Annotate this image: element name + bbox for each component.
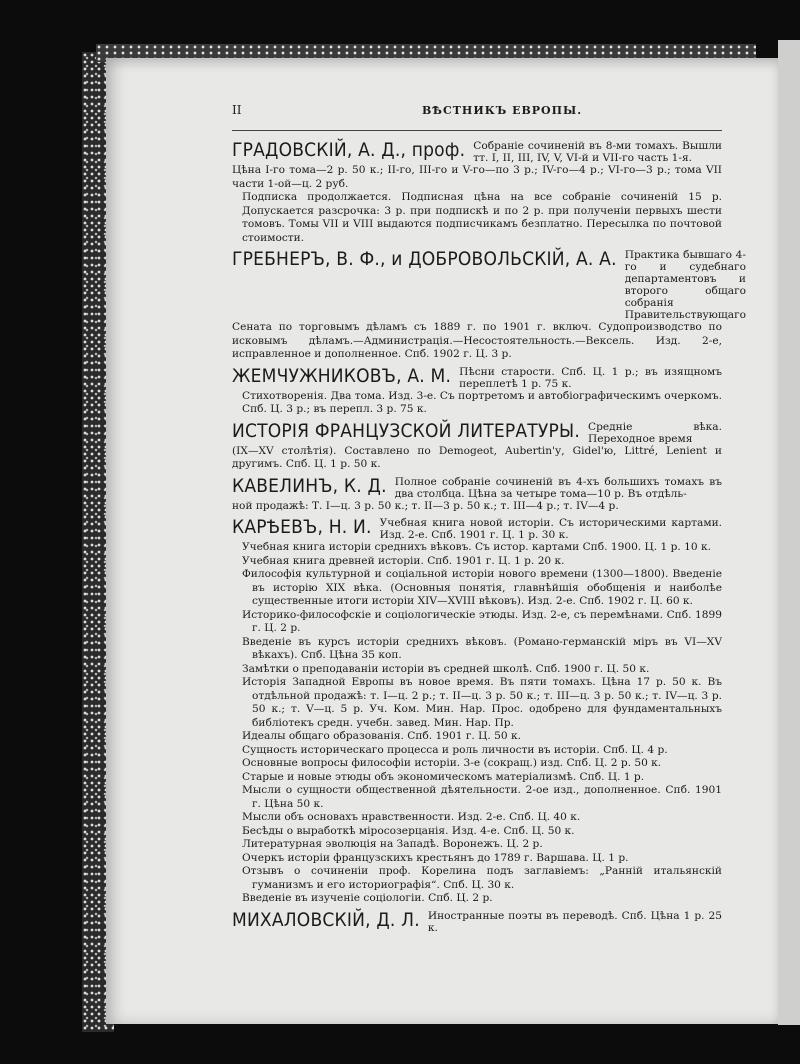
entry-head	[232, 516, 722, 541]
author-name: ГРЕБНЕРЪ, В. Ф., и ДОБРОВОЛЬСКІЙ, А. А.	[232, 248, 617, 270]
entry-head	[232, 139, 722, 164]
book-listing: Бесѣды о выработкѣ міросозерцанія. Изд. 4-е. Спб. Ц. 50 к.	[242, 824, 575, 837]
header-rule	[232, 130, 722, 131]
book-listing: Замѣтки о преподаваніи исторіи въ средней школѣ. Спб. 1900 г. Ц. 50 к.	[242, 662, 650, 675]
book-listing: Сущность историческаго процесса и роль личности въ исторіи. Спб. Ц. 4 р.	[242, 743, 668, 756]
entry-head	[232, 420, 722, 445]
paper-sheet	[106, 58, 778, 1024]
book-listing: Отзывъ о сочиненіи проф. Корелина подъ заглавіемъ: „Ранній итальянскій гуманизмъ и его историографія“. Спб. Ц. 30 к.	[242, 865, 722, 891]
book-listing: Учебная книга исторіи среднихъ вѣковъ. Съ истор. картами Спб. 1900. Ц. 1 р. 10 к.	[242, 541, 711, 553]
book-listing: Исторія Западной Европы въ новое время. Въ пяти томахъ. Цѣна 17 р. 50 к. Въ отдѣльной продажѣ: т. I—ц. 2 р.; т. II—ц. 3 р. 50 к.; т. III—ц. 3 р. 50 к.; т. IV—ц. 3 р. 50 к.; т. V—ц. 5 р. Уч. Ком. Мин. Нар. Прос. одобрено для фундаментальныхъ библіотекъ средн. учебн. завед. Мин. Нар. Пр.	[242, 676, 722, 729]
page-content	[232, 98, 746, 937]
entry-paragraph: Подписка продолжается. Подписная цѣна на все собраніе сочиненій 15 р. Допускается разсрочка: 3 р. при подпискѣ и по 2 р. при полученіи первыхъ шести томовъ. Томы VII и VIII выдаются подписчикамъ безплатно. Пересылка по почтовой стоимости.	[242, 191, 722, 244]
entry-grebner	[232, 248, 746, 362]
entry-first-text: Полное собраніе сочиненій въ 4-хъ большихъ томахъ въ два столбца. Цѣна за четыре тома—10 р. Въ отдѣль-	[394, 475, 722, 500]
author-name: КАВЕЛИНЪ, К. Д.	[232, 474, 387, 497]
page-header	[232, 98, 722, 130]
author-name: МИХАЛОВСКІЙ, Д. Л.	[232, 908, 420, 931]
running-title: ВѢСТНИКЪ ЕВРОПЫ.	[422, 104, 583, 117]
entry-first-text: Учебная книга новой исторіи. Съ историческими картами. Изд. 2-е. Спб. 1901 г. Ц. 1 р. 30 к.	[379, 517, 722, 541]
book-listing: Старые и новые этюды объ экономическомъ матеріализмѣ. Спб. Ц. 1 р.	[242, 770, 645, 783]
book-listing: Очеркъ исторіи французскихъ крестьянъ до 1789 г. Варшава. Ц. 1 р.	[242, 851, 629, 864]
entry-french-literature	[232, 420, 722, 472]
book-listing: Введеніе въ курсъ исторіи среднихъ вѣковъ. (Романо-германскій міръ въ VI—XV вѣкахъ). Спб. Цѣна 35 коп.	[242, 635, 722, 661]
entry-mikhalovsky	[232, 909, 722, 934]
entry-kareev	[232, 516, 722, 906]
book-listing: Идеалы общаго образованія. Спб. 1901 г. Ц. 50 к.	[242, 730, 521, 742]
entry-first-text: Собраніе сочиненій въ 8-ми томахъ. Вышли тт. I, II, III, IV, V, VI-й и VII-го часть 1-я.	[473, 140, 722, 164]
entry-paragraph: (IX—XV столѣтія). Составлено по Demogeot, Aubertin'у, Gidel'ю, Littré, Lenient и другимъ. Спб. Ц. 1 р. 50 к.	[232, 444, 722, 470]
entry-paragraph: ной продажѣ: Т. I—ц. 3 р. 50 к.; т. II—3 р. 50 к.; т. III—4 р.; т. IV—4 р.	[232, 499, 619, 512]
book-listing: Учебная книга древней исторіи. Спб. 1901 г. Ц. 1 р. 20 к.	[242, 554, 565, 567]
entry-first-text: Пѣсни старости. Спб. Ц. 1 р.; въ изящномъ переплетѣ 1 р. 75 к.	[459, 365, 722, 390]
book-listing: Философія культурной и соціальной исторіи нового времени (1300—1800). Введеніе въ исторію XIX вѣка. (Основныя понятія, главнѣйшія обобщенія и наиболѣе существенные итоги исторіи XIV—XVIII вѣковъ). Изд. 2-е. Спб. 1902 г. Ц. 60 к.	[242, 568, 722, 607]
entry-gradovsky	[232, 139, 722, 245]
entry-head	[232, 248, 746, 321]
book-listing: Мысли объ основахъ нравственности. Изд. 2-е. Спб. Ц. 40 к.	[242, 811, 581, 823]
book-listing: Введеніе въ изученіе соціологіи. Спб. Ц. 2 р.	[242, 892, 493, 904]
entry-first-text: Иностранные поэты въ переводѣ. Спб. Цѣна 1 р. 25 к.	[427, 909, 722, 934]
page-number: II	[232, 103, 242, 117]
author-name: КАРѢЕВЪ, Н. И.	[232, 516, 372, 538]
entry-first-text: Средніе вѣка. Переходное время	[587, 420, 722, 445]
entry-head	[232, 475, 722, 500]
author-name: ЖЕМЧУЖНИКОВЪ, А. М.	[232, 364, 452, 387]
entry-zhemchuzhnikov	[232, 365, 722, 417]
book-listing: Историко-философскіе и соціологическіе этюды. Изд. 2-е, съ перемѣнами. Спб. 1899 г. Ц. 2 р.	[242, 608, 722, 634]
entry-kavelin	[232, 475, 722, 514]
book-listing: Литературная эволюція на Западѣ. Воронежъ. Ц. 2 р.	[242, 838, 543, 850]
entry-first-text: Практика бывшаго 4-го и судебнаго департаментовъ и второго общаго собранія Правительствующаго	[624, 249, 746, 321]
next-page-edge	[778, 40, 800, 1025]
entry-paragraph: Стихотворенія. Два тома. Изд. 3-е. Съ портретомъ и автобіографическимъ очеркомъ. Спб. Ц. 3 р.; въ перепл. 3 р. 75 к.	[242, 389, 722, 415]
entry-paragraph: Сената по торговымъ дѣламъ съ 1889 г. по 1901 г. включ. Судопроизводство по исковымъ дѣламъ.—Администрація.—Несостоятельность.—Вексель. Изд. 2-е, исправленное и дополненное. Спб. 1902 г. Ц. 3 р.	[232, 321, 722, 360]
author-name: ГРАДОВСКІЙ, А. Д., проф.	[232, 139, 466, 161]
author-name: ИСТОРІЯ ФРАНЦУЗСКОЙ ЛИТЕРАТУРЫ.	[232, 419, 580, 442]
entry-paragraph: Цѣна I-го тома—2 р. 50 к.; II-го, III-го и V-го—по 3 р.; IV-го—4 р.; VI-го—3 р.; тома VII части 1-ой—ц. 2 руб.	[232, 164, 722, 190]
entry-head	[232, 365, 722, 390]
book-listing: Основные вопросы философіи исторіи. 3-е (сокращ.) изд. Спб. Ц. 2 р. 50 к.	[242, 757, 662, 769]
book-listing: Мысли о сущности общественной дѣятельности. 2-ое изд., дополненное. Спб. 1901 г. Цѣна 50 к.	[242, 784, 722, 810]
entry-head	[232, 909, 722, 934]
